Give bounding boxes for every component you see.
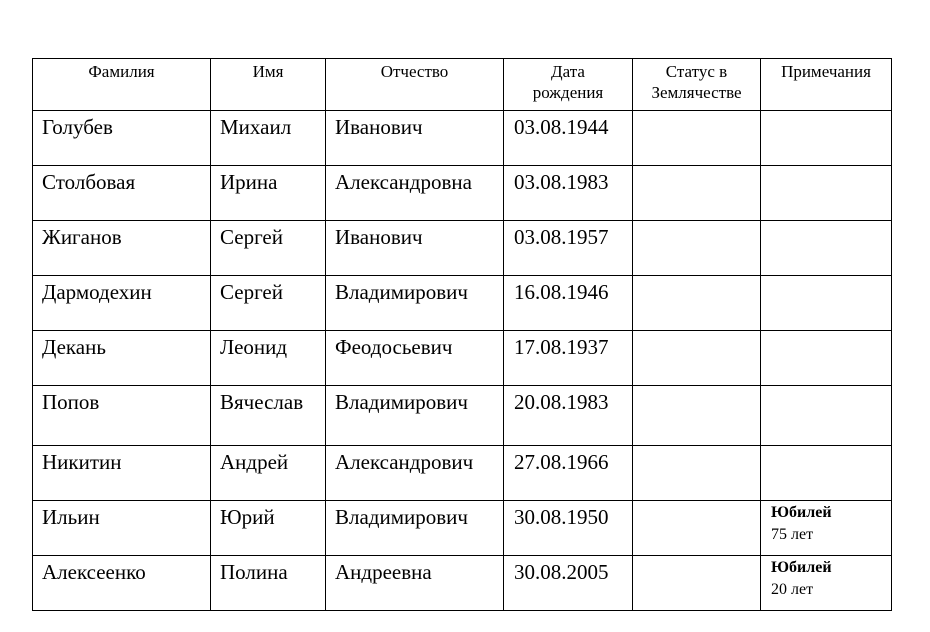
cell-notes — [761, 446, 892, 501]
cell-status — [633, 111, 761, 166]
cell-name: Сергей — [211, 221, 326, 276]
cell-surname: Декань — [33, 331, 211, 386]
cell-notes — [761, 331, 892, 386]
cell-notes — [761, 556, 892, 611]
note-title: Юбилей — [771, 504, 832, 521]
cell-birthdate: 17.08.1937 — [504, 331, 633, 386]
table-row — [33, 556, 892, 611]
header-patronymic: Отчество — [326, 59, 504, 111]
table-row — [33, 111, 892, 166]
header-birthdate: Дата рождения — [504, 59, 633, 111]
cell-birthdate: 20.08.1983 — [504, 386, 633, 446]
cell-birthdate: 03.08.1957 — [504, 221, 633, 276]
table-row — [33, 446, 892, 501]
cell-birthdate: 03.08.1944 — [504, 111, 633, 166]
table-row — [33, 221, 892, 276]
cell-surname: Попов — [33, 386, 211, 446]
cell-status — [633, 166, 761, 221]
cell-name: Полина — [211, 556, 326, 611]
note-text: 20 лет — [771, 581, 814, 598]
table-row — [33, 331, 892, 386]
cell-birthdate: 16.08.1946 — [504, 276, 633, 331]
cell-surname: Алексеенко — [33, 556, 211, 611]
cell-notes — [761, 221, 892, 276]
cell-status — [633, 446, 761, 501]
header-notes: Примечания — [761, 59, 892, 111]
birthday-table — [32, 58, 892, 611]
header-status: Статус в Землячестве — [633, 59, 761, 111]
table-row — [33, 276, 892, 331]
cell-birthdate: 03.08.1983 — [504, 166, 633, 221]
cell-status — [633, 386, 761, 446]
cell-name: Михаил — [211, 111, 326, 166]
table-row — [33, 501, 892, 556]
cell-patronymic: Андреевна — [326, 556, 504, 611]
cell-surname: Голубев — [33, 111, 211, 166]
cell-birthdate: 30.08.1950 — [504, 501, 633, 556]
cell-patronymic: Иванович — [326, 221, 504, 276]
cell-name: Вячеслав — [211, 386, 326, 446]
cell-status — [633, 501, 761, 556]
cell-status — [633, 276, 761, 331]
table-header-row — [33, 59, 892, 111]
header-name: Имя — [211, 59, 326, 111]
cell-birthdate: 30.08.2005 — [504, 556, 633, 611]
cell-patronymic: Иванович — [326, 111, 504, 166]
header-surname: Фамилия — [33, 59, 211, 111]
table-row — [33, 386, 892, 446]
cell-patronymic: Александрович — [326, 446, 504, 501]
cell-patronymic: Феодосьевич — [326, 331, 504, 386]
cell-name: Ирина — [211, 166, 326, 221]
cell-patronymic: Владимирович — [326, 386, 504, 446]
cell-status — [633, 221, 761, 276]
cell-name: Леонид — [211, 331, 326, 386]
cell-surname: Дармодехин — [33, 276, 211, 331]
cell-notes — [761, 276, 892, 331]
cell-birthdate: 27.08.1966 — [504, 446, 633, 501]
cell-notes — [761, 501, 892, 556]
cell-surname: Ильин — [33, 501, 211, 556]
note-title: Юбилей — [771, 559, 832, 576]
cell-notes — [761, 386, 892, 446]
cell-notes — [761, 166, 892, 221]
cell-surname: Никитин — [33, 446, 211, 501]
cell-notes — [761, 111, 892, 166]
cell-patronymic: Александровна — [326, 166, 504, 221]
cell-surname: Столбовая — [33, 166, 211, 221]
cell-status — [633, 331, 761, 386]
cell-name: Сергей — [211, 276, 326, 331]
cell-patronymic: Владимирович — [326, 276, 504, 331]
table-row — [33, 166, 892, 221]
cell-name: Андрей — [211, 446, 326, 501]
cell-status — [633, 556, 761, 611]
cell-surname: Жиганов — [33, 221, 211, 276]
cell-patronymic: Владимирович — [326, 501, 504, 556]
note-text: 75 лет — [771, 526, 814, 543]
cell-name: Юрий — [211, 501, 326, 556]
